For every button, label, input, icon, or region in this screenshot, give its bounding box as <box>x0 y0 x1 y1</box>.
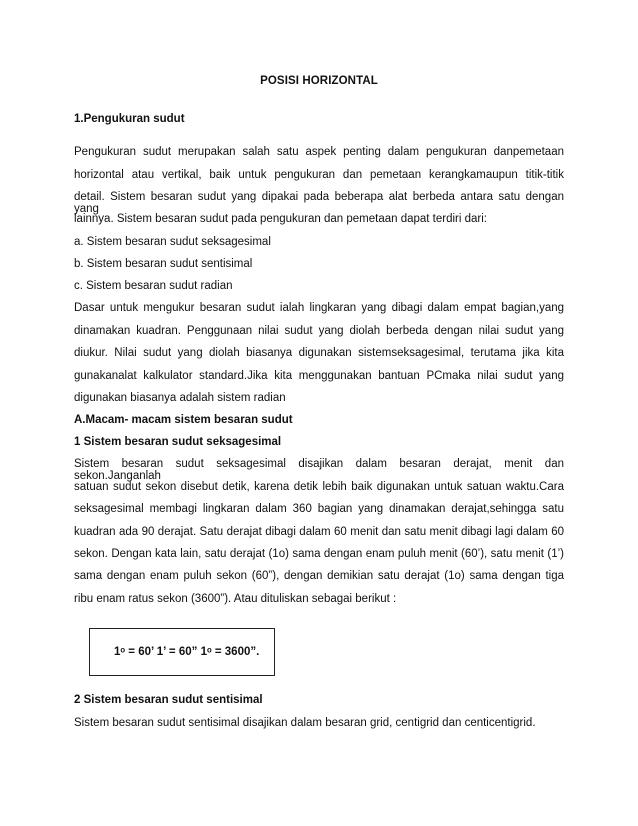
paragraph2-line-2: dinamakan kuadran. Penggunaan nilai sudut yang diolah berbeda dengan nilai sudut yang <box>74 325 564 337</box>
paragraph2-line-5: digunakan biasanya adalah sistem radian <box>74 392 286 404</box>
paragraph3-line-6: sama dengan enam puluh sekon (60”), dengan demikian satu derajat (1o) sama dengan tiga <box>74 570 564 582</box>
document-title: POSISI HORIZONTAL <box>260 75 378 87</box>
paragraph3-line-4: kuadran ada 90 derajat. Satu derajat dibagi dalam 60 menit dan satu menit dibagi lagi dalam 60 <box>74 526 564 538</box>
paragraph3-line-3: seksagesimal membagi lingkaran dalam 360 bagian yang dinamakan derajat,sehingga satu <box>74 503 564 515</box>
paragraph2-line-3: diukur. Nilai sudut yang diolah biasanya digunakan sistemseksagesimal, terutama jika kita <box>74 347 564 359</box>
paragraph4: Sistem besaran sudut sentisimal disajikan dalam besaran grid, centigrid dan centicentigrid. <box>74 717 536 729</box>
paragraph1-line-1: Pengukuran sudut merupakan salah satu aspek penting dalam pengukuran danpemetaan <box>74 146 564 158</box>
paragraph1-line-2: horizontal atau vertikal, baik untuk pengukuran dan pemetaan kerangkamaupun titik-titik <box>74 169 564 181</box>
formula-text: 1ᵒ = 60’ 1’ = 60” 1ᵒ = 3600”. <box>114 646 260 658</box>
section1-heading: 1.Pengukuran sudut <box>74 113 185 125</box>
paragraph2-line-1: Dasar untuk mengukur besaran sudut ialah lingkaran yang dibagi dalam empat bagian,yang <box>74 302 564 314</box>
paragraph1-line-3: detail. Sistem besaran sudut yang dipakai pada beberapa alat berbeda antara satu dengan yang <box>74 191 564 215</box>
paragraph1-line-4: lainnya. Sistem besaran sudut pada pengukuran dan pemetaan dapat terdiri dari: <box>74 213 487 225</box>
subheading-a: A.Macam- macam sistem besaran sudut <box>74 414 293 426</box>
subheading-1: 1 Sistem besaran sudut seksagesimal <box>74 436 282 448</box>
paragraph3-line-2: satuan sudut sekon disebut detik, karena detik lebih baik digunakan untuk satuan waktu.Cara <box>74 481 564 493</box>
paragraph3-line-1: Sistem besaran sudut seksagesimal disajikan dalam besaran derajat, menit dan sekon.Janganlah <box>74 458 564 482</box>
list-item-b: b. Sistem besaran sudut sentisimal <box>74 258 253 270</box>
formula-box <box>89 628 275 676</box>
subheading-2: 2 Sistem besaran sudut sentisimal <box>74 694 263 706</box>
paragraph3-line-5: sekon. Dengan kata lain, satu derajat (1o) sama dengan enam puluh menit (60’), satu menit (1’) <box>74 548 564 560</box>
paragraph2-line-4: gunakanalat kalkulator standard.Jika kita menggunakan bantuan PCmaka nilai sudut yang <box>74 370 564 382</box>
list-item-c: c. Sistem besaran sudut radian <box>74 280 233 292</box>
list-item-a: a. Sistem besaran sudut seksagesimal <box>74 236 271 248</box>
paragraph3-line-7: ribu enam ratus sekon (3600”). Atau dituliskan sebagai berikut : <box>74 593 397 605</box>
